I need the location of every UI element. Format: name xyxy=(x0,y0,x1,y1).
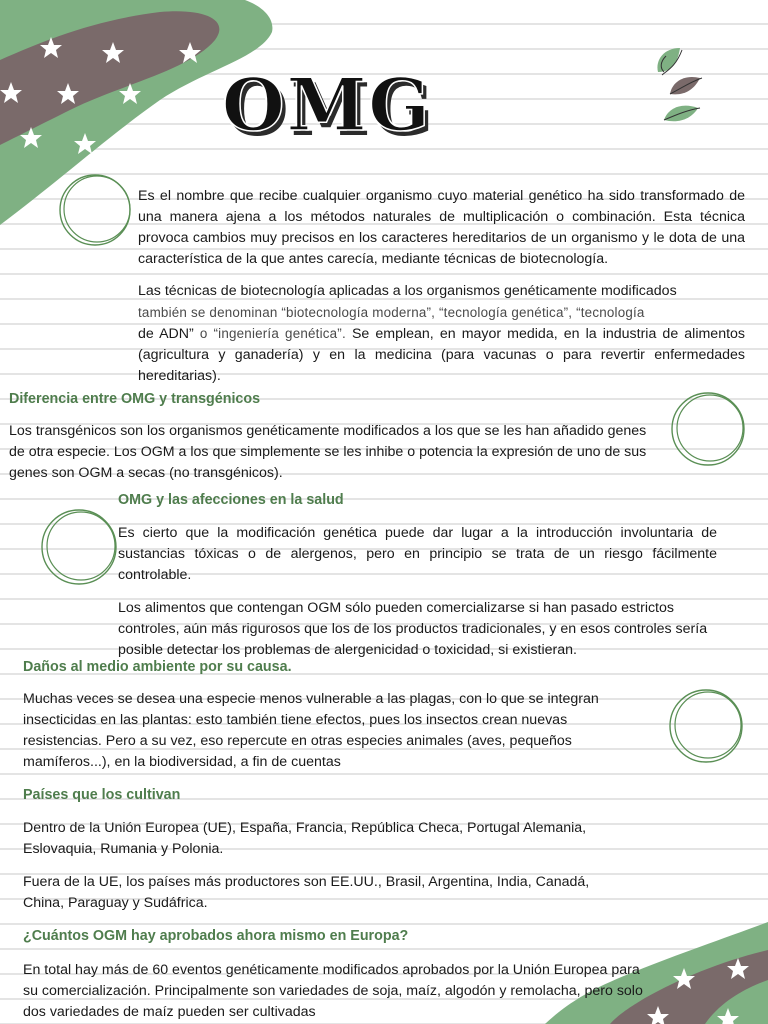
section-text-salud-1: Es cierto que la modificación genética puede dar lugar a la introducción involuntaria de sustancias tóxicas o de alergenos, pero en principio se trata de un riesgo fácilmente controlable. xyxy=(118,525,717,583)
section-text-paises-2: Fuera de la UE, los países más productores son EE.UU., Brasil, Argentina, India, Canadá, China, Paraguay y Sudáfrica. xyxy=(23,874,590,911)
section-heading-salud: OMG y las afecciones en la salud xyxy=(118,492,344,508)
intro-paragraph-2-rest xyxy=(138,323,745,387)
circle-ring-icon xyxy=(38,505,122,589)
intro-adn-text: de ADN” xyxy=(138,326,194,342)
circle-ring-icon xyxy=(56,170,136,250)
intro-paragraph-2-line-2: también se denominan “biotecnología moderna”, “tecnología genética”, “tecnología xyxy=(138,305,645,320)
intro-ingenieria-text: o “ingeniería genética”. xyxy=(193,326,346,341)
intro-paragraph-1: Es el nombre que recibe cualquier organismo cuyo material genético ha sido transformado de una manera ajena a los métodos naturales de multiplicación o combinación. Esta técnica provoca cambios muy precisos en los caracteres hereditarios de un organismo y le dota de una característica de la que antes carecía, mediante técnicas de biotecnología. xyxy=(138,188,745,267)
circle-ring-icon xyxy=(666,685,748,767)
section-heading-danos: Daños al medio ambiente por su causa. xyxy=(23,659,292,675)
leaf-icon xyxy=(650,42,720,137)
section-text-diferencia: Los transgénicos son los organismos genéticamente modificados a los que se les han añadido genes de otra especie. Los OGM a los que simplemente se les inhibe o potencia la expresión de uno de sus genes son OGM a secas (no transgénicos). xyxy=(9,423,647,481)
star-icon xyxy=(0,37,201,154)
top-left-stars xyxy=(0,0,220,160)
section-text-salud-2: Los alimentos que contengan OGM sólo pueden comercializarse si han pasado estrictos controles, aún más rigurosos que los de los productos tradicionales, y en esos controles sería posible detectar los problemas de alergenicidad o toxicidad, si existieran. xyxy=(118,600,708,658)
circle-ring-icon xyxy=(668,388,750,470)
section-heading-paises: Países que los cultivan xyxy=(23,787,181,803)
section-heading-diferencia: Diferencia entre OMG y transgénicos xyxy=(9,391,261,407)
section-heading-cuantos: ¿Cuántos OGM hay aprobados ahora mismo en Europa? xyxy=(23,928,409,944)
section-text-cuantos: En total hay más de 60 eventos genéticamente modificados aprobados por la Unión Europea para su comercialización. Principalmente son variedades de soja, maíz, algodón y remolacha, pero solo dos variedades de maíz pueden ser cultivadas xyxy=(23,962,643,1020)
section-text-danos: Muchas veces se desea una especie menos vulnerable a las plagas, con lo que se integran insecticidas en las plantas: esto también tiene efectos, pues los insectos crean nuevas resistencias. Pero a su vez, eso repercute en otras especies animales (aves, pequeños mamíferos...), en la biodiversidad, a fin de cuentas xyxy=(23,691,599,770)
intro-uses-text: Se emplean, en mayor medida, en la industria de alimentos (agricultura y ganadería) y en la medicina (para vacunas o para revertir enfermedades hereditarias). xyxy=(138,326,746,384)
intro-paragraph-2-line-1: Las técnicas de biotecnología aplicadas a los organismos genéticamente modificados xyxy=(138,283,677,299)
page-title: OMG xyxy=(222,62,432,147)
section-text-paises-1: Dentro de la Unión Europea (UE), España, Francia, República Checa, Portugal Alemania, Eslovaquia, Rumania y Polonia. xyxy=(23,820,587,857)
intro-paragraph-2 xyxy=(138,281,745,387)
